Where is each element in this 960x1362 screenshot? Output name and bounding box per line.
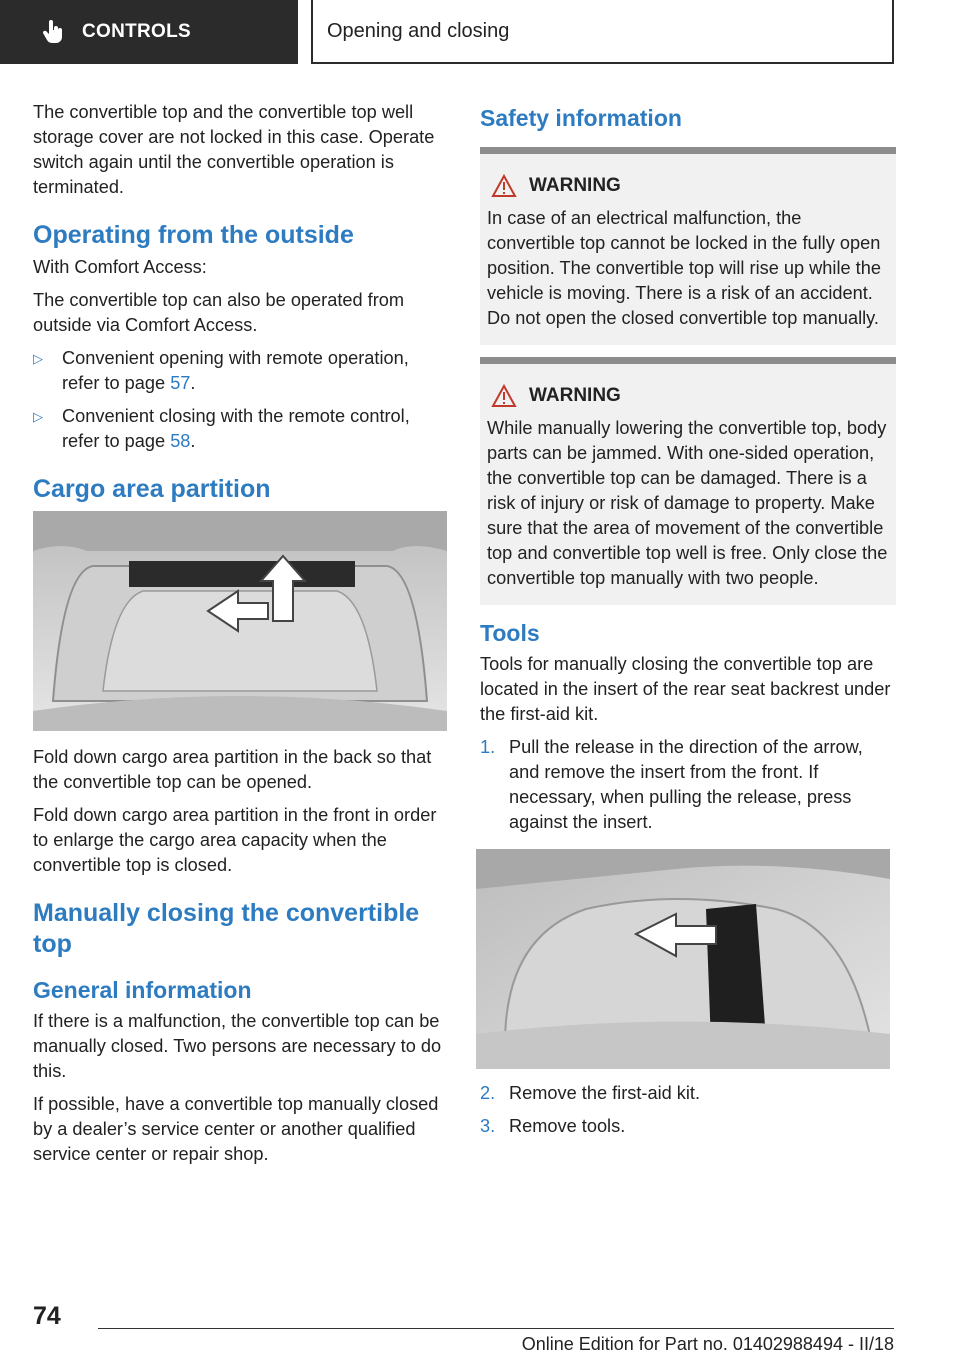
manual-paragraph-1: If there is a malfunction, the convertible top can be manually closed. Two persons are necessary to do this.: [33, 1011, 442, 1081]
page-link-57[interactable]: 57: [170, 373, 191, 393]
tools-intro: Tools for manually closing the convertible top are located in the insert of the rear seat backrest under the first-aid kit.: [480, 654, 891, 724]
footer-divider: [98, 1328, 894, 1329]
tools-steps: [480, 735, 896, 835]
manual-paragraph-2: If possible, have a convertible top manually closed by a dealer’s service center or another qualified service center or repair shop.: [33, 1094, 439, 1164]
page-link-58[interactable]: 58: [170, 431, 191, 451]
warning-triangle-icon: [491, 384, 517, 408]
triangle-bullet-icon: ▷: [33, 409, 43, 424]
cargo-paragraph-2: Fold down cargo area partition in the front in order to enlarge the cargo area capacity when the convertible top is closed.: [33, 805, 437, 875]
triangle-bullet-icon: ▷: [33, 351, 43, 366]
section-tab: [0, 0, 298, 64]
page-number: 74: [33, 1302, 61, 1330]
hand-pointer-icon: [40, 19, 66, 45]
right-column: [480, 100, 896, 1147]
comfort-access-label: With Comfort Access:: [33, 257, 207, 277]
outside-list: [33, 346, 447, 454]
heading-general-information: General information: [33, 977, 252, 1003]
footer-edition: Online Edition for Part no. 01402988494 - II/18: [521, 1334, 894, 1354]
comfort-access-paragraph: The convertible top can also be operated from outside via Comfort Access.: [33, 290, 405, 335]
list-item: 3. Remove tools.: [480, 1116, 626, 1136]
warning-triangle-icon: [491, 174, 517, 198]
warning-box-2: [480, 357, 896, 605]
warning-text: While manually lowering the convertible top, body parts can be jammed. With one-sided operation, the convertible top can be damaged. There is a risk of injury or risk of damage to property. Make sure that the area of movement of the convertible top and convertible top well is free. Only close the convertible top manually with two people.: [487, 418, 888, 588]
warning-title: WARNING: [529, 175, 621, 196]
page-header: [311, 0, 894, 64]
warning-box-1: [480, 147, 896, 345]
list-item: ▷ Convenient opening with remote operation, refer to page 57.: [33, 348, 409, 393]
warning-title: WARNING: [529, 385, 621, 406]
rear-seat-illustration: [476, 849, 890, 1069]
heading-manually-closing: Manually closing the convertible top: [33, 899, 420, 958]
section-label: CONTROLS: [82, 21, 192, 42]
cargo-paragraph-1: Fold down cargo area partition in the back so that the convertible top can be opened.: [33, 747, 432, 792]
heading-tools: Tools: [480, 620, 540, 646]
left-column: [33, 100, 447, 1175]
intro-paragraph: The convertible top and the convertible top well storage cover are not locked in this case. Operate switch again until the convertible operation is terminated.: [33, 102, 435, 197]
cargo-area-illustration: [33, 511, 447, 731]
list-item: ▷ Convenient closing with the remote control, refer to page 58.: [33, 406, 410, 451]
tools-steps-continued: [480, 1081, 896, 1139]
page-title: Opening and closing: [327, 19, 510, 42]
warning-text: In case of an electrical malfunction, the convertible top cannot be locked in the fully open position. The convertible top will rise up while the vehicle is moving. There is a risk of an accident. Do not open the closed convertible top manually.: [487, 208, 881, 328]
list-item: 1. Pull the release in the direction of the arrow, and remove the insert from the front. If necessary, when pulling the release, press against the insert.: [480, 737, 863, 832]
heading-safety-information: Safety information: [480, 105, 682, 131]
heading-cargo-partition: Cargo area partition: [33, 475, 271, 503]
list-item: 2. Remove the first-aid kit.: [480, 1083, 701, 1103]
heading-operating-outside: Operating from the outside: [33, 221, 354, 249]
